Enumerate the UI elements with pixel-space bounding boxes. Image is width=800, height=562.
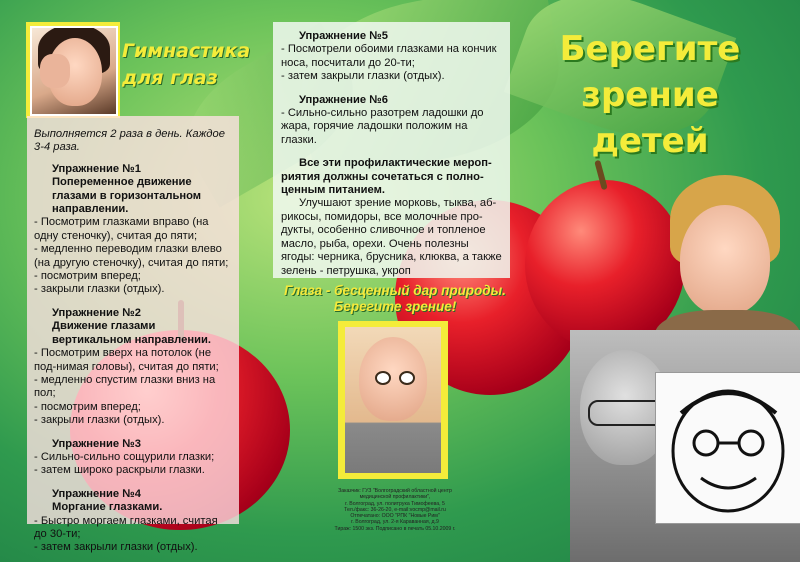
gymnastics-title: [122, 38, 250, 92]
nutrition-text: Улучшают зрение морковь, тыква, аб-рикосы, помидоры, все молочные про-дукты, особенно сливочное и топленое масло, рыба, орехи. Очень полезны ягоды: черника, брусника, клюква, а также зелень - петрушка, укроп: [281, 197, 502, 277]
baby-eye: [399, 371, 415, 385]
exercise-subtitle: Попеременное движение глазами в горизонтальном направлении.: [52, 176, 202, 216]
exercise-title: Упражнение №1: [52, 162, 141, 175]
woman-covering-eye-photo: [30, 26, 118, 116]
print-info-line: г. Волгоград, ул. 2-я Караванная, д.9: [351, 519, 439, 526]
exercise-line: - медленно спустим глазки вниз на пол;: [34, 373, 216, 400]
exercise-block: [34, 307, 233, 428]
exercise-block: [34, 163, 233, 297]
exercise-line: - Посмотрим глазками вправо (на одну стеночку), считая до пяти;: [34, 216, 209, 242]
exercise-title: Упражнение №2: [52, 306, 141, 319]
drawn-face-icon: [656, 373, 800, 523]
middle-exercise-panel: [273, 22, 510, 278]
slogan-line: Берегите зрение!: [333, 299, 457, 314]
exercise-line: - затем закрыли глазки (отдых).: [281, 70, 445, 83]
exercise-title: Упражнение №3: [52, 437, 141, 450]
print-info-line: г. Волгоград, ул. политрука Тимофеева, 5: [345, 500, 445, 507]
exercise-line: - посмотрим вперед;: [34, 270, 141, 283]
gymnastics-title-line: для глаз: [122, 67, 218, 89]
exercise-line: - Посмотрели обоими глазками на кончик носа, посчитали до 20-ти;: [281, 43, 497, 69]
print-info-line: Тел./факс: 36-26-20, e-mail:vocmp@mail.ru: [344, 506, 446, 513]
main-title-line: зрение: [581, 75, 719, 115]
intro-text: Выполняется 2 раза в день. Каждое 3-4 раза.: [34, 128, 225, 154]
gymnastics-title-line: Гимнастика: [122, 40, 251, 62]
print-info-line: медицинской профилактики",: [359, 494, 431, 501]
hand: [40, 54, 70, 88]
baby-eye: [375, 371, 391, 385]
exercise-line: - Посмотрим вверх на потолок (не под-нимая головы), считая до пяти;: [34, 347, 219, 373]
exercise-title: Упражнение №6: [299, 93, 388, 106]
exercise-line: - посмотрим вперед;: [34, 400, 141, 413]
main-title-line: Берегите: [559, 29, 741, 69]
left-exercise-panel: [27, 116, 239, 554]
exercise-block: [281, 30, 504, 84]
exercise-title: Упражнение №5: [299, 30, 388, 42]
exercise-line: - Быстро моргаем глазками, считая до 30-ти;: [34, 514, 218, 540]
print-info-line: Тираж: 1500 экз. Подписано в печать 05.10.2009 г.: [334, 525, 456, 532]
main-title-line: детей: [591, 121, 709, 161]
exercise-subtitle: Движение глазами вертикальном направлении.: [52, 320, 211, 346]
exercise-subtitle: Моргание глазками.: [52, 501, 163, 514]
exercise-line: - закрыли глазки (отдых).: [34, 414, 165, 427]
print-info: [320, 488, 470, 532]
girl-face: [680, 205, 770, 315]
exercise-line: - затем закрыли глазки (отдых).: [34, 541, 198, 554]
exercise-block: [34, 488, 233, 555]
nutrition-heading: Все эти профилактические мероп-риятия должны сочетаться с полно-ценным питанием.: [281, 157, 492, 197]
exercise-block: [34, 438, 233, 478]
print-info-line: Отпечатано: ООО "РПК "Новые Рим": [350, 513, 440, 520]
slogan-line: Глаза - бесценный дар природы.: [284, 283, 506, 298]
exercise-block: [281, 94, 504, 148]
baby-face: [359, 337, 427, 421]
print-info-line: Заказчик: ГУЗ "Волгоградский областной центр: [338, 488, 452, 494]
main-title: [540, 26, 760, 164]
exercise-title: Упражнение №4: [52, 487, 141, 500]
baby-photo: [345, 327, 441, 473]
exercise-line: - медленно переводим глазки влево (на другую стеночку), считая до пяти;: [34, 243, 229, 269]
slogan: [270, 283, 520, 315]
exercise-line: - Сильно-сильно сощурили глазки;: [34, 450, 215, 463]
child-drawing: [655, 372, 800, 524]
exercise-line: - затем широко раскрыли глазки.: [34, 464, 205, 477]
exercise-line: - закрыли глазки (отдых).: [34, 283, 165, 296]
exercise-line: - Сильно-сильно разотрем ладошки до жара, горячие ладошки положим на глазки.: [281, 107, 484, 146]
